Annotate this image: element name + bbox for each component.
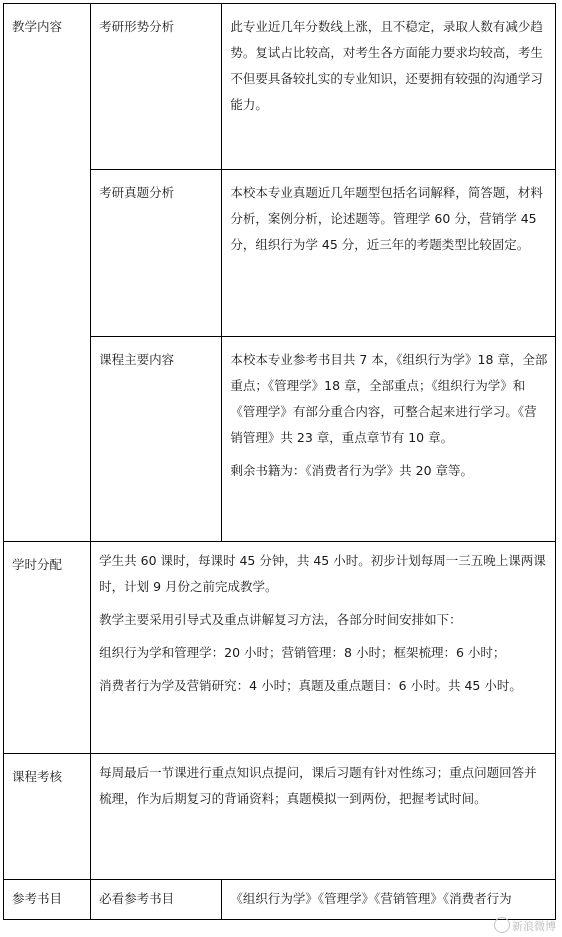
section-label-hours: 学时分配	[12, 557, 63, 572]
hours-split-1: 组织行为学和管理学：20 小时；营销管理：8 小时；框架梳理：6 小时；	[99, 645, 506, 660]
sub-label-exam-trend: 考研形势分析	[99, 19, 175, 34]
table-row	[4, 880, 556, 920]
table-row	[4, 4, 556, 170]
content-exam-trend: 此专业近几年分数线上涨，且不稳定，录取人数有减少趋势。复试占比较高，对考生各方面能力要求均较高，考生不但要具备较扎实的专业知识，还要拥有较强的沟通学习能力。	[230, 19, 543, 112]
content-cell	[91, 754, 556, 880]
hours-plan: 学生共 60 课时，每课时 45 分钟，共 45 小时。初步计划每周一三五晚上课两课时，计划 9 月份之前完成教学。	[99, 553, 546, 594]
assessment-content: 每周最后一节课进行重点知识点提问，课后习题有针对性练习；重点问题回答并梳理，作为后期复习的背诵资料；真题模拟一到两份，把握考试时间。	[99, 765, 537, 806]
sub-label-required-books: 必看参考书目	[99, 891, 175, 906]
content-cell	[222, 4, 556, 170]
books-content: 《组织行为学》《管理学》《营销管理》《消费者行为	[230, 891, 512, 906]
hours-split-2: 消费者行为学及营销研究：4 小时；真题及重点题目：6 小时。共 45 小时。	[99, 678, 522, 693]
content-main-content: 本校本专业参考书目共 7 本，《组织行为学》18 章，全部重点；《管理学》18 章，全部重点；《组织行为学》和《管理学》有部分重合内容，可整合起来进行学习。《营销管理》共 23 章，重点章节有 10 章。	[230, 352, 548, 445]
section-label-cell	[4, 542, 91, 754]
sub-label-cell	[91, 337, 222, 542]
content-cell	[222, 337, 556, 542]
section-label-cell	[4, 4, 91, 542]
sub-label-cell	[91, 880, 222, 920]
sub-label-cell	[91, 4, 222, 170]
sub-label-cell	[91, 170, 222, 337]
table-row	[4, 754, 556, 880]
section-label-teaching: 教学内容	[12, 19, 63, 34]
weibo-icon	[494, 917, 510, 933]
content-cell	[222, 170, 556, 337]
table-row	[4, 542, 556, 754]
content-past-papers: 本校本专业真题近几年题型包括名词解释，简答题，材料分析，案例分析，论述题等。管理学 60 分，营销学 45 分，组织行为学 45 分，近三年的考题类型比较固定。	[230, 185, 543, 252]
section-label-assessment: 课程考核	[12, 769, 63, 784]
content-cell	[222, 880, 556, 920]
content-remaining-books: 剩余书籍为：《消费者行为学》共 20 章等。	[230, 463, 473, 478]
section-label-cell	[4, 754, 91, 880]
watermark	[494, 917, 556, 934]
section-label-cell	[4, 880, 91, 920]
watermark-text: 新浪微博	[512, 920, 556, 933]
sub-label-past-papers: 考研真题分析	[99, 185, 175, 200]
sub-label-main-content: 课程主要内容	[99, 352, 175, 367]
hours-method: 教学主要采用引导式及重点讲解复习方法，各部分时间安排如下：	[99, 612, 462, 627]
course-plan-table	[3, 3, 556, 920]
section-label-books: 参考书目	[12, 891, 63, 906]
content-cell	[91, 542, 556, 754]
